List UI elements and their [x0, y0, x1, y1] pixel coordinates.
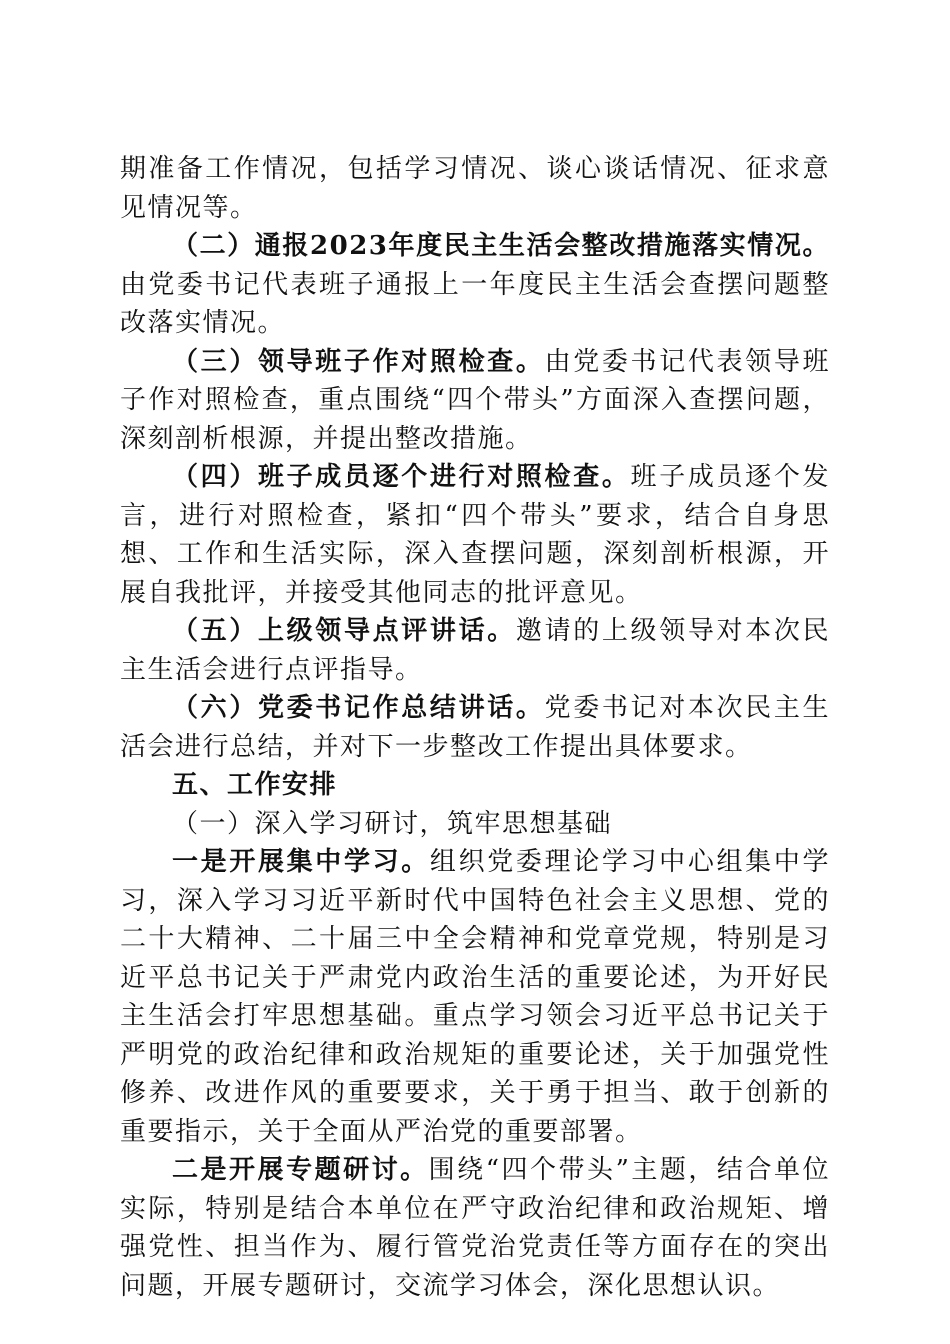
work-item-text: 围绕“四个带头”主题，结合单位实际，特别是结合本单位在严守政治纪律和政治规矩、增强党性、担当作为、履行管党治党责任等方面存在的突出问题，开展专题研讨，交流学习体会，深化思想认识。 [120, 1155, 830, 1301]
paragraph-lead: （二）通报2023年度民主生活会整改措施落实情况。 [172, 231, 830, 261]
document-page [120, 150, 830, 1305]
paragraph-item-6 [120, 689, 830, 766]
paragraph-item-5 [120, 612, 830, 689]
work-item-2 [120, 1151, 830, 1305]
work-item-lead: 二是开展专题研讨。 [172, 1155, 429, 1185]
paragraph-continuation [120, 150, 830, 227]
work-item-text: 组织党委理论学习中心组集中学习，深入学习习近平新时代中国特色社会主义思想、党的二十大精神、二十届三中全会精神和党章党规，特别是习近平总书记关于严肃党内政治生活的重要论述，为开好民主生活会打牢思想基础。重点学习领会习近平总书记关于严明党的政治纪律和政治规矩的重要论述，关于加强党性修养、改进作风的重要要求，关于勇于担当、敢于创新的重要指示，关于全面从严治党的重要部署。 [120, 847, 830, 1147]
paragraph-text: 期准备工作情况，包括学习情况、谈心谈话情况、征求意见情况等。 [120, 154, 830, 223]
sub-heading: （一）深入学习研讨，筑牢思想基础 [172, 808, 613, 839]
work-item-lead: 一是开展集中学习。 [172, 847, 430, 877]
paragraph-text: 党委书记对本次民主生活会进行总结，并对下一步整改工作提出具体要求。 [120, 693, 830, 762]
paragraph-lead: （六）党委书记作总结讲话。 [172, 693, 545, 723]
paragraph-item-2 [120, 227, 830, 343]
paragraph-item-4 [120, 458, 830, 612]
paragraph-lead: （五）上级领导点评讲话。 [172, 616, 516, 646]
paragraph-text: 班子成员逐个发言，进行对照检查，紧扣“四个带头”要求，结合自身思想、工作和生活实际，深入查摆问题，深刻剖析根源，开展自我批评，并接受其他同志的批评意见。 [120, 462, 830, 608]
paragraph-item-3 [120, 343, 830, 459]
section-heading: 五、工作安排 [172, 770, 338, 800]
paragraph-lead: （四）班子成员逐个进行对照检查。 [172, 462, 631, 492]
paragraph-lead: （三）领导班子作对照检查。 [172, 346, 545, 377]
paragraph-text: 邀请的上级领导对本次民主生活会进行点评指导。 [120, 616, 830, 685]
paragraph-text: 由党委书记代表班子通报上一年度民主生活会查摆问题整改落实情况。 [120, 269, 830, 338]
work-item-1 [120, 843, 830, 1151]
paragraph-text: 由党委书记代表领导班子作对照检查，重点围绕“四个带头”方面深入查摆问题，深刻剖析根源，并提出整改措施。 [120, 346, 830, 454]
